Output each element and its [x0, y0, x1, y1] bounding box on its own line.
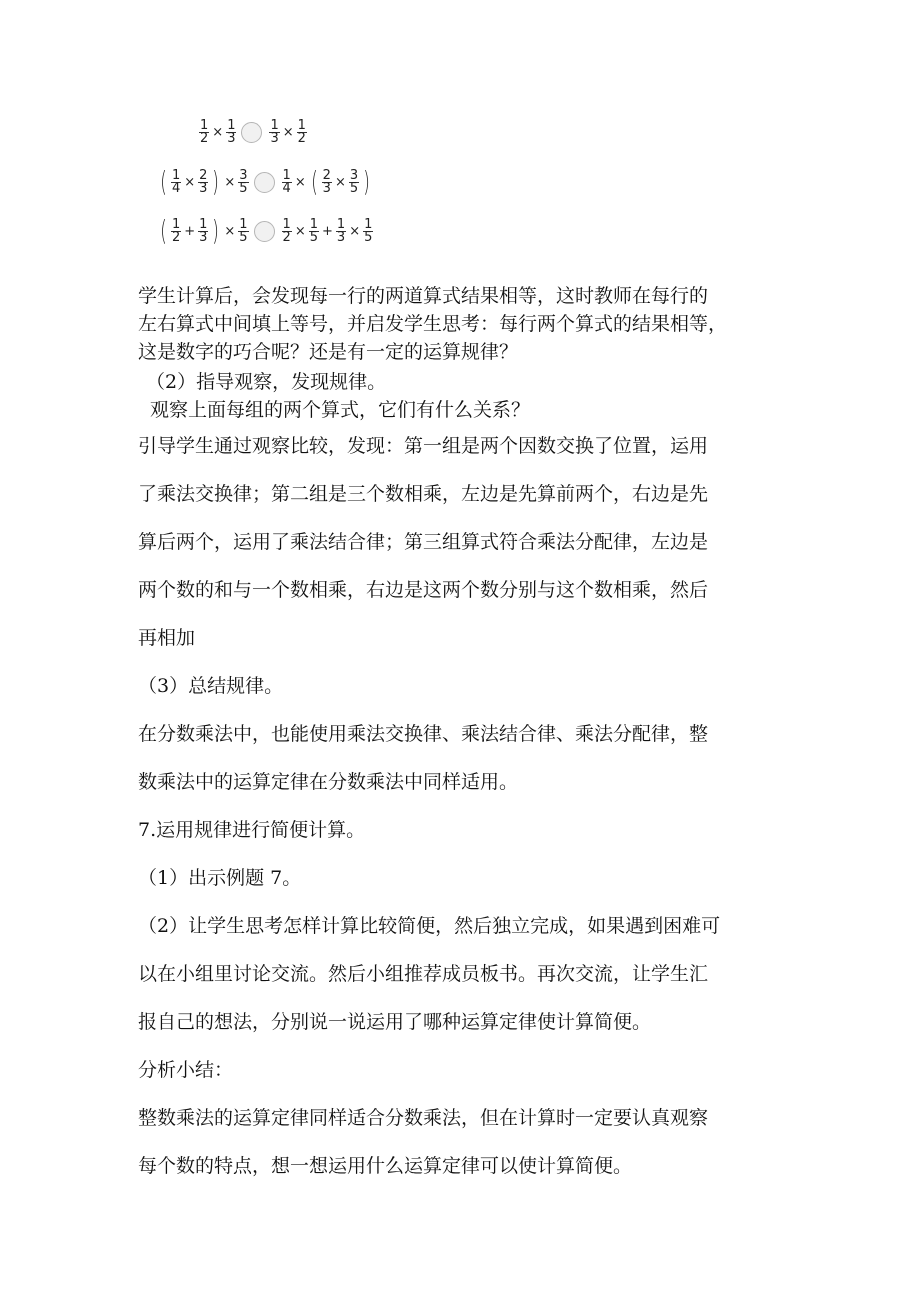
denominator: 4 — [171, 180, 181, 196]
comparison-circle[interactable] — [241, 122, 262, 143]
paragraph-line: 以在小组里讨论交流。然后小组推荐成员板书。再次交流，让学生汇 — [138, 963, 709, 985]
numerator: 1 — [336, 216, 346, 232]
paragraph-line: 两个数的和与一个数相乘，右边是这两个数分别与这个数相乘，然后 — [138, 579, 709, 601]
fraction — [238, 216, 248, 245]
formula-right — [281, 165, 374, 198]
times-sign: × — [294, 223, 306, 239]
numerator: 1 — [309, 216, 318, 232]
fraction — [282, 216, 292, 245]
fraction — [199, 120, 209, 145]
paragraph-line: （2）让学生思考怎样计算比较简便，然后独立完成，如果遇到困难可 — [138, 915, 721, 937]
right-paren: ) — [212, 214, 220, 247]
denominator: 3 — [336, 229, 346, 245]
fraction — [226, 120, 236, 145]
paragraph-line: 左右算式中间填上等号，并启发学生思考：每行两个算式的结果相等， — [138, 313, 728, 335]
numerator: 3 — [349, 167, 359, 183]
paragraph-line: 数乘法中的运算定律在分数乘法中同样适用。 — [138, 771, 519, 793]
times-sign: × — [282, 125, 294, 140]
left-paren: ( — [310, 165, 318, 198]
right-paren: ) — [363, 165, 370, 198]
paragraph-line: 再相加 — [138, 627, 196, 649]
formula-right — [281, 216, 375, 245]
paragraph-line: 算后两个，运用了乘法结合律；第三组算式符合乘法分配律，左边是 — [138, 531, 709, 553]
section-heading: （1）出示例题 7。 — [138, 867, 302, 889]
denominator: 3 — [322, 180, 331, 196]
paragraph-line: 引导学生通过观察比较，发现：第一组是两个因数交换了位置，运用 — [138, 435, 709, 457]
formula-right — [268, 120, 307, 145]
formula-row-2 — [157, 165, 373, 198]
numerator: 1 — [297, 118, 306, 133]
paragraph-line: 学生计算后，会发现每一行的两道算式结果相等，这时教师在每行的 — [138, 285, 709, 307]
fraction — [238, 167, 248, 196]
formula-row-3 — [157, 214, 374, 247]
paragraph-line: 这是数字的巧合呢？还是有一定的运算规律？ — [138, 341, 519, 363]
section-heading: 7.运用规律进行简便计算。 — [138, 819, 366, 841]
formula-left — [198, 120, 237, 145]
denominator: 3 — [270, 131, 279, 146]
comparison-circle[interactable] — [254, 221, 275, 242]
denominator: 5 — [309, 229, 318, 245]
numerator: 1 — [171, 167, 181, 183]
numerator: 2 — [199, 167, 208, 183]
fraction — [349, 167, 359, 196]
left-paren: ( — [160, 214, 167, 247]
paragraph-line: 在分数乘法中，也能使用乘法交换律、乘法结合律、乘法分配律，整 — [138, 723, 709, 745]
numerator: 1 — [282, 216, 291, 232]
fraction — [322, 167, 332, 196]
fraction — [198, 216, 208, 245]
numerator: 3 — [239, 167, 248, 183]
formula-left — [157, 165, 250, 198]
numerator: 1 — [364, 216, 373, 232]
paragraph-line: 观察上面每组的两个算式，它们有什么关系？ — [150, 399, 531, 421]
plus-sign: + — [322, 223, 333, 239]
section-heading: （3）总结规律。 — [138, 675, 284, 697]
section-heading: （2）指导观察，发现规律。 — [146, 371, 387, 393]
times-sign: × — [294, 174, 306, 190]
fraction — [171, 216, 181, 245]
denominator: 2 — [282, 229, 291, 245]
numerator: 1 — [270, 118, 279, 133]
left-paren: ( — [160, 165, 167, 198]
plus-sign: + — [184, 223, 196, 239]
denominator: 3 — [199, 229, 208, 245]
formula-row-1 — [198, 120, 308, 145]
paragraph-line: 每个数的特点，想一想运用什么运算定律可以使计算简便。 — [138, 1155, 633, 1177]
comparison-circle[interactable] — [254, 172, 275, 193]
denominator: 2 — [171, 229, 181, 245]
fraction — [269, 120, 279, 145]
fraction — [198, 167, 208, 196]
denominator: 2 — [297, 131, 306, 146]
times-sign: × — [224, 223, 236, 239]
paragraph-line: 报自己的想法，分别说一说运用了哪种运算定律使计算简便。 — [138, 1011, 652, 1033]
denominator: 4 — [282, 180, 291, 196]
denominator: 5 — [364, 229, 373, 245]
numerator: 1 — [199, 216, 208, 232]
fraction — [363, 216, 373, 245]
right-paren: ) — [212, 165, 220, 198]
numerator: 2 — [322, 167, 331, 183]
paragraph-line: 了乘法交换律；第二组是三个数相乘，左边是先算前两个，右边是先 — [138, 483, 709, 505]
times-sign: × — [334, 174, 346, 190]
numerator: 1 — [239, 216, 248, 232]
fraction — [336, 216, 346, 245]
fraction — [171, 167, 181, 196]
paragraph-line: 整数乘法的运算定律同样适合分数乘法，但在计算时一定要认真观察 — [138, 1107, 709, 1129]
fraction — [297, 120, 307, 145]
denominator: 3 — [199, 180, 208, 196]
numerator: 1 — [282, 167, 291, 183]
fraction — [309, 216, 319, 245]
times-sign: × — [349, 223, 361, 239]
fraction — [282, 167, 292, 196]
numerator: 1 — [200, 118, 209, 133]
times-sign: × — [224, 174, 236, 190]
denominator: 3 — [227, 131, 236, 146]
section-heading: 分析小结： — [138, 1059, 234, 1081]
times-sign: × — [212, 125, 224, 140]
denominator: 5 — [349, 180, 359, 196]
numerator: 1 — [227, 118, 236, 133]
times-sign: × — [184, 174, 196, 190]
denominator: 5 — [239, 229, 248, 245]
denominator: 2 — [200, 131, 209, 146]
denominator: 5 — [239, 180, 248, 196]
formula-left — [157, 214, 250, 247]
numerator: 1 — [171, 216, 181, 232]
